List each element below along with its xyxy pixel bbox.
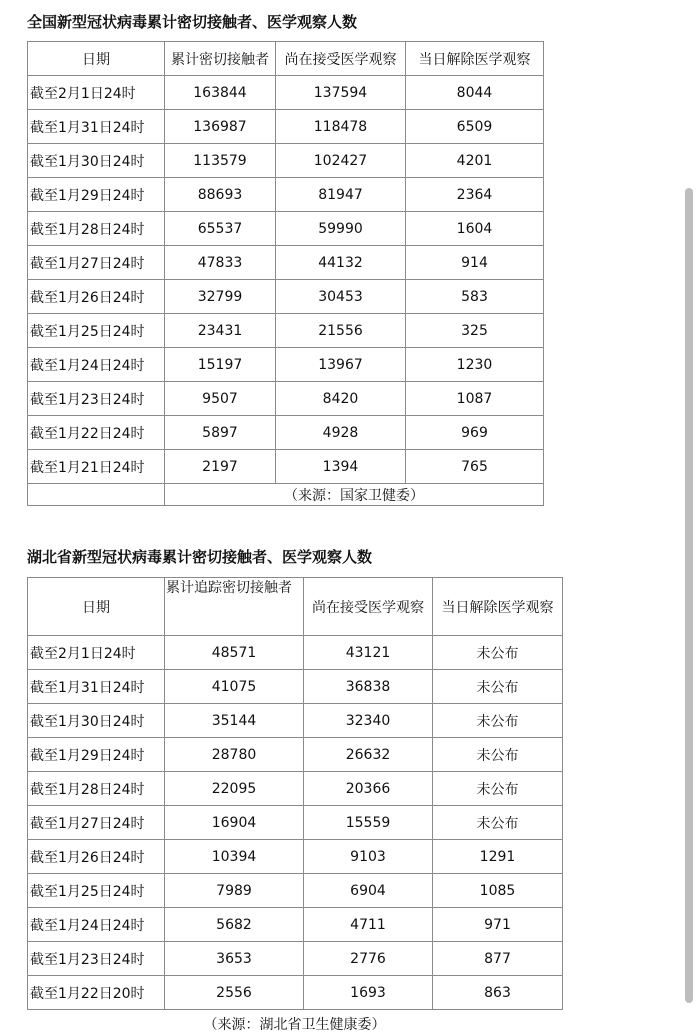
cell-under-observation: 4711	[304, 908, 433, 942]
col-header-released: 当日解除医学观察	[406, 42, 544, 76]
cell-under-observation: 6904	[304, 874, 433, 908]
national-source-note: （来源：国家卫健委）	[165, 484, 544, 506]
table-row	[28, 178, 544, 212]
cell-under-observation: 32340	[304, 704, 433, 738]
col-header-under-observation: 尚在接受医学观察	[304, 578, 433, 636]
cell-date: 截至1月28日24时	[28, 772, 165, 806]
cell-cumulative: 32799	[165, 280, 276, 314]
cell-released: 969	[406, 416, 544, 450]
cell-under-observation: 43121	[304, 636, 433, 670]
table-row	[28, 806, 563, 840]
cell-cumulative: 28780	[165, 738, 304, 772]
cell-under-observation: 102427	[276, 144, 406, 178]
empty-cell	[28, 484, 165, 506]
cell-date: 截至1月30日24时	[28, 144, 165, 178]
table-row	[28, 670, 563, 704]
col-header-cumulative-traced-contacts: 累计追踪密切接触者	[165, 578, 304, 636]
table-row	[28, 908, 563, 942]
cell-date: 截至1月31日24时	[28, 670, 165, 704]
cell-released: 971	[433, 908, 563, 942]
table-row	[28, 874, 563, 908]
cell-under-observation: 13967	[276, 348, 406, 382]
cell-cumulative: 47833	[165, 246, 276, 280]
cell-released: 未公布	[433, 738, 563, 772]
cell-cumulative: 35144	[165, 704, 304, 738]
cell-under-observation: 26632	[304, 738, 433, 772]
cell-date: 截至1月27日24时	[28, 246, 165, 280]
cell-date: 截至2月1日24时	[28, 636, 165, 670]
cell-date: 截至1月25日24时	[28, 314, 165, 348]
table-row	[28, 144, 544, 178]
cell-cumulative: 5682	[165, 908, 304, 942]
cell-released: 325	[406, 314, 544, 348]
col-header-date: 日期	[28, 42, 165, 76]
cell-cumulative: 16904	[165, 806, 304, 840]
cell-date: 截至1月24日24时	[28, 908, 165, 942]
cell-under-observation: 9103	[304, 840, 433, 874]
cell-cumulative: 7989	[165, 874, 304, 908]
cell-under-observation: 30453	[276, 280, 406, 314]
cell-date: 截至1月30日24时	[28, 704, 165, 738]
national-table-title: 全国新型冠状病毒累计密切接触者、医学观察人数	[27, 13, 358, 31]
national-table-wrapper	[27, 41, 544, 506]
cell-cumulative: 22095	[165, 772, 304, 806]
cell-released: 4201	[406, 144, 544, 178]
table-row	[28, 76, 544, 110]
cell-under-observation: 44132	[276, 246, 406, 280]
hubei-table	[27, 577, 563, 1010]
cell-released: 8044	[406, 76, 544, 110]
cell-released: 1291	[433, 840, 563, 874]
cell-released: 583	[406, 280, 544, 314]
cell-cumulative: 2556	[165, 976, 304, 1010]
cell-released: 未公布	[433, 670, 563, 704]
table-row	[28, 942, 563, 976]
cell-date: 截至1月21日24时	[28, 450, 165, 484]
table-row	[28, 348, 544, 382]
col-header-under-observation: 尚在接受医学观察	[276, 42, 406, 76]
col-header-cumulative-contacts: 累计密切接触者	[165, 42, 276, 76]
hubei-table-title: 湖北省新型冠状病毒累计密切接触者、医学观察人数	[27, 548, 373, 566]
table-row	[28, 772, 563, 806]
cell-cumulative: 3653	[165, 942, 304, 976]
cell-date: 截至1月26日24时	[28, 280, 165, 314]
table-row	[28, 976, 563, 1010]
cell-date: 截至2月1日24时	[28, 76, 165, 110]
cell-released: 765	[406, 450, 544, 484]
vertical-scrollbar[interactable]	[685, 188, 693, 1003]
cell-cumulative: 10394	[165, 840, 304, 874]
cell-cumulative: 163844	[165, 76, 276, 110]
cell-under-observation: 1394	[276, 450, 406, 484]
table-row	[28, 636, 563, 670]
cell-cumulative: 88693	[165, 178, 276, 212]
cell-cumulative: 2197	[165, 450, 276, 484]
table-row	[28, 416, 544, 450]
national-section	[27, 12, 357, 32]
cell-date: 截至1月31日24时	[28, 110, 165, 144]
table-row	[28, 212, 544, 246]
cell-date: 截至1月29日24时	[28, 178, 165, 212]
cell-under-observation: 21556	[276, 314, 406, 348]
cell-cumulative: 23431	[165, 314, 276, 348]
cell-date: 截至1月26日24时	[28, 840, 165, 874]
cell-under-observation: 20366	[304, 772, 433, 806]
cell-date: 截至1月23日24时	[28, 382, 165, 416]
cell-date: 截至1月23日24时	[28, 942, 165, 976]
cell-released: 未公布	[433, 772, 563, 806]
cell-under-observation: 1693	[304, 976, 433, 1010]
source-row	[28, 484, 544, 506]
cell-released: 1604	[406, 212, 544, 246]
cell-cumulative: 41075	[165, 670, 304, 704]
table-row	[28, 382, 544, 416]
col-header-released: 当日解除医学观察	[433, 578, 563, 636]
cell-released: 1230	[406, 348, 544, 382]
cell-under-observation: 81947	[276, 178, 406, 212]
cell-under-observation: 59990	[276, 212, 406, 246]
cell-under-observation: 4928	[276, 416, 406, 450]
cell-date: 截至1月29日24时	[28, 738, 165, 772]
cell-under-observation: 36838	[304, 670, 433, 704]
cell-date: 截至1月22日20时	[28, 976, 165, 1010]
cell-date: 截至1月25日24时	[28, 874, 165, 908]
cell-date: 截至1月28日24时	[28, 212, 165, 246]
cell-date: 截至1月22日24时	[28, 416, 165, 450]
cell-released: 877	[433, 942, 563, 976]
table-row	[28, 704, 563, 738]
hubei-source-note: （来源：湖北省卫生健康委）	[203, 1017, 386, 1033]
table-row	[28, 450, 544, 484]
col-header-date: 日期	[28, 578, 165, 636]
cell-under-observation: 137594	[276, 76, 406, 110]
table-row	[28, 314, 544, 348]
cell-under-observation: 2776	[304, 942, 433, 976]
cell-cumulative: 136987	[165, 110, 276, 144]
cell-released: 未公布	[433, 636, 563, 670]
cell-released: 未公布	[433, 704, 563, 738]
cell-under-observation: 15559	[304, 806, 433, 840]
cell-released: 6509	[406, 110, 544, 144]
cell-date: 截至1月27日24时	[28, 806, 165, 840]
cell-cumulative: 15197	[165, 348, 276, 382]
cell-released: 未公布	[433, 806, 563, 840]
table-header-row	[28, 578, 563, 636]
table-row	[28, 280, 544, 314]
cell-cumulative: 48571	[165, 636, 304, 670]
cell-released: 1087	[406, 382, 544, 416]
cell-released: 863	[433, 976, 563, 1010]
table-header-row	[28, 42, 544, 76]
cell-released: 914	[406, 246, 544, 280]
cell-under-observation: 118478	[276, 110, 406, 144]
cell-cumulative: 113579	[165, 144, 276, 178]
cell-released: 2364	[406, 178, 544, 212]
cell-cumulative: 5897	[165, 416, 276, 450]
cell-cumulative: 65537	[165, 212, 276, 246]
table-row	[28, 738, 563, 772]
hubei-section	[27, 547, 372, 567]
cell-cumulative: 9507	[165, 382, 276, 416]
hubei-table-wrapper	[27, 577, 563, 1010]
table-row	[28, 840, 563, 874]
table-row	[28, 110, 544, 144]
table-row	[28, 246, 544, 280]
national-table	[27, 41, 544, 506]
cell-released: 1085	[433, 874, 563, 908]
cell-under-observation: 8420	[276, 382, 406, 416]
cell-date: 截至1月24日24时	[28, 348, 165, 382]
